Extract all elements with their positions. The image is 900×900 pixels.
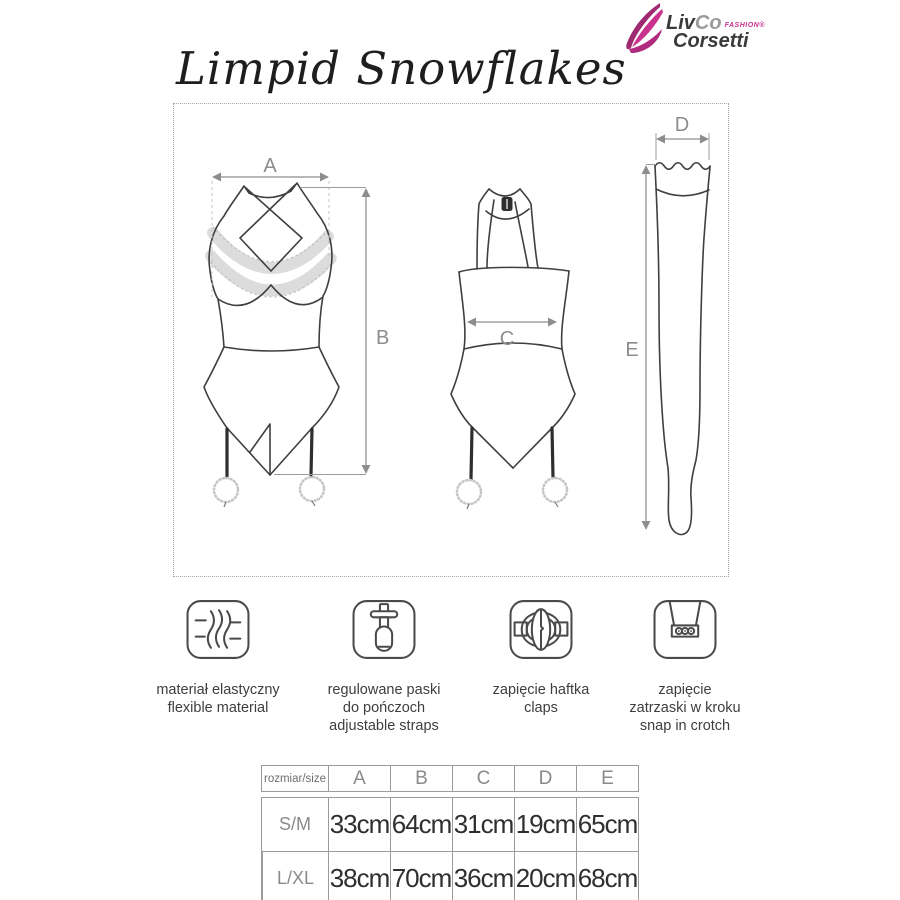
feature-label: materiał elastyczny flexible material — [156, 682, 280, 717]
adjustable-straps-icon — [349, 597, 419, 662]
stocking-drawing — [655, 163, 710, 535]
feature-snap-crotch — [590, 597, 780, 735]
table-cell: 65cm — [576, 798, 638, 851]
table-cell: 19cm — [514, 798, 576, 851]
dimension-label-a: A — [263, 155, 277, 177]
size-table-corner-label: rozmiar/size — [264, 772, 326, 785]
feature-elastic-material — [123, 597, 313, 717]
table-cell: 20cm — [514, 851, 576, 900]
livco-swirl-icon — [624, 2, 664, 54]
column-header-b: B — [390, 766, 452, 791]
hook-clasp-icon — [506, 597, 576, 662]
column-header-c: C — [452, 766, 514, 791]
elastic-material-icon — [183, 597, 253, 662]
feature-label: regulowane paski do pończoch adjustable straps — [327, 682, 441, 735]
logo-fashion: FASHION® — [724, 22, 765, 29]
table-cell: 68cm — [576, 851, 638, 900]
row-label-lxl: L/XL — [262, 851, 328, 900]
table-cell: 31cm — [452, 798, 514, 851]
table-cell: 38cm — [328, 851, 390, 900]
feature-label: zapięcie haftka claps — [492, 682, 590, 717]
livco-logo — [624, 2, 765, 54]
table-cell: 36cm — [452, 851, 514, 900]
size-table-body — [261, 797, 639, 900]
column-header-d: D — [514, 766, 576, 791]
livco-logo-text — [666, 2, 765, 51]
snap-crotch-icon — [650, 597, 720, 662]
feature-label: zapięcie zatrzaski w kroku snap in crotch — [629, 682, 741, 735]
garment-measurement-drawing — [173, 103, 731, 579]
dimension-label-b: B — [376, 327, 390, 349]
logo-liv: Liv — [666, 12, 695, 34]
product-title: Limpid Snowflakes — [176, 42, 627, 95]
teddy-front-drawing — [204, 183, 339, 507]
table-cell: 64cm — [390, 798, 452, 851]
dimension-label-d: D — [674, 114, 690, 136]
logo-co: Co — [694, 12, 722, 34]
column-header-a: A — [328, 766, 390, 791]
dimension-label-c: C — [499, 328, 515, 350]
row-label-sm: S/M — [278, 814, 311, 834]
measurement-diagram-box — [173, 103, 729, 577]
column-header-e: E — [576, 766, 638, 791]
logo-corsetti: Corsetti — [673, 30, 749, 52]
dimension-label-e: E — [625, 339, 639, 361]
size-table — [261, 765, 639, 900]
table-cell: 70cm — [390, 851, 452, 900]
table-cell: 33cm — [328, 798, 390, 851]
size-table-header — [261, 765, 639, 792]
